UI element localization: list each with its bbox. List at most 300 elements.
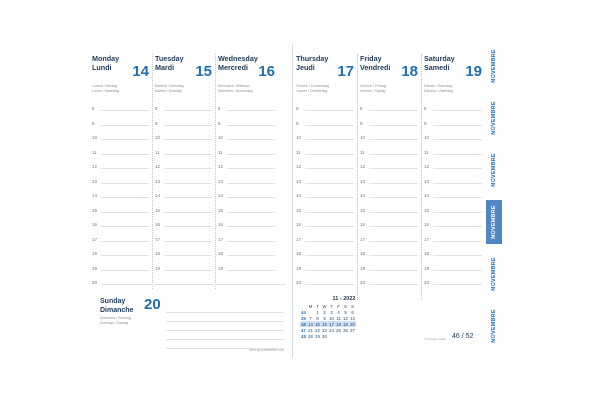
mini-calendar-day[interactable]: 4 xyxy=(337,309,340,315)
writing-line xyxy=(369,197,418,198)
writing-line xyxy=(305,125,354,126)
writing-line xyxy=(433,110,482,111)
hour-row-13[interactable] xyxy=(155,178,214,184)
hour-row-19[interactable] xyxy=(155,265,214,271)
hour-label: 13 xyxy=(218,178,224,184)
week-number: 44 xyxy=(301,309,306,315)
hour-row-12[interactable] xyxy=(155,164,214,169)
publisher-website: www.quovadisoffice.com xyxy=(249,348,284,352)
hour-row-11[interactable] xyxy=(360,149,420,155)
hour-label: 8 xyxy=(296,106,299,111)
hour-row-16[interactable] xyxy=(92,222,151,227)
hour-row-20[interactable] xyxy=(424,280,484,285)
hour-label: 8 xyxy=(360,106,363,111)
day-header xyxy=(92,54,151,93)
hour-label: 16 xyxy=(92,222,98,227)
mini-calendar-day[interactable] xyxy=(335,333,342,339)
day-name-en: Friday xyxy=(360,54,382,63)
month-tab-label: NOVEMBRE xyxy=(491,49,497,83)
hour-label: 9 xyxy=(360,120,363,126)
month-tab[interactable] xyxy=(486,44,502,88)
writing-line xyxy=(369,183,418,184)
hour-label: 8 xyxy=(155,106,158,111)
weekday-header: S xyxy=(344,303,347,309)
hour-row-16[interactable] xyxy=(360,222,420,227)
writing-line xyxy=(433,226,482,227)
writing-line xyxy=(305,241,354,242)
day-translation: Martes / Dinsdag xyxy=(155,88,182,93)
mini-calendar-day[interactable]: 29 xyxy=(315,333,320,339)
hour-label: 11 xyxy=(218,149,223,155)
hour-row-9[interactable] xyxy=(360,120,420,126)
hour-row-16[interactable] xyxy=(424,222,484,227)
mini-calendar-day[interactable]: 28 xyxy=(308,333,313,339)
hour-label: 19 xyxy=(155,265,161,271)
hour-label: 13 xyxy=(92,178,98,184)
hour-label: 20 xyxy=(92,280,98,285)
hour-label: 14 xyxy=(218,193,224,198)
hour-row-13[interactable] xyxy=(296,178,356,184)
hour-row-18[interactable] xyxy=(424,251,484,256)
hour-row-8[interactable] xyxy=(218,106,277,111)
writing-line xyxy=(369,212,418,213)
hour-row-10[interactable] xyxy=(155,135,214,140)
mini-calendar-day[interactable]: 30 xyxy=(322,333,327,339)
hour-row-10[interactable] xyxy=(92,135,151,140)
hour-row-12[interactable] xyxy=(360,164,420,169)
column-divider xyxy=(421,54,422,300)
writing-line xyxy=(433,168,482,169)
writing-line xyxy=(164,154,212,155)
day-translations xyxy=(296,84,329,93)
weekday-header: T xyxy=(330,303,333,309)
hour-row-18[interactable] xyxy=(155,251,214,256)
writing-line xyxy=(433,255,482,256)
weekday-header: W xyxy=(322,303,327,309)
hour-label: 12 xyxy=(155,164,161,169)
writing-line xyxy=(227,139,275,140)
hour-row-10[interactable] xyxy=(360,135,420,140)
writing-line xyxy=(305,270,354,271)
hour-row-17[interactable] xyxy=(360,236,420,242)
hour-label: 16 xyxy=(424,222,430,227)
mini-calendar-day[interactable]: 17 xyxy=(329,321,334,327)
hour-row-15[interactable] xyxy=(360,207,420,213)
hour-row-11[interactable] xyxy=(92,149,151,155)
hour-row-11[interactable] xyxy=(296,149,356,155)
hour-row-17[interactable] xyxy=(155,236,214,242)
writing-line xyxy=(164,226,212,227)
hour-label: 9 xyxy=(218,120,221,126)
day-number: 14 xyxy=(132,63,149,80)
mini-calendar-day[interactable]: 2 xyxy=(323,309,326,315)
writing-line xyxy=(433,284,482,285)
mini-calendar-day[interactable]: 9 xyxy=(323,315,326,321)
sunday-name-fr: Dimanche xyxy=(100,306,134,314)
month-tab-label: NOVEMBRE xyxy=(491,205,497,239)
writing-line xyxy=(433,270,482,271)
hour-label: 12 xyxy=(218,164,224,169)
hour-label: 20 xyxy=(424,280,430,285)
hour-row-16[interactable] xyxy=(296,222,356,227)
writing-line xyxy=(164,139,212,140)
writing-line xyxy=(369,139,418,140)
writing-line xyxy=(164,125,212,126)
hour-label: 15 xyxy=(360,207,366,213)
writing-line xyxy=(369,125,418,126)
hour-row-19[interactable] xyxy=(296,265,356,271)
hour-row-14[interactable] xyxy=(218,193,277,198)
writing-line xyxy=(227,241,275,242)
hour-row-12[interactable] xyxy=(424,164,484,169)
mini-calendar-day[interactable]: 11 xyxy=(336,315,341,321)
hour-row-15[interactable] xyxy=(424,207,484,213)
mini-calendar-day[interactable]: 8 xyxy=(316,315,319,321)
writing-line xyxy=(101,226,149,227)
hour-label: 17 xyxy=(155,236,161,242)
writing-line xyxy=(433,197,482,198)
writing-line xyxy=(433,139,482,140)
mini-calendar-day[interactable]: 23 xyxy=(322,327,327,333)
writing-line xyxy=(164,270,212,271)
hour-label: 17 xyxy=(360,236,366,242)
hour-row-10[interactable] xyxy=(424,135,484,140)
hour-row-12[interactable] xyxy=(92,164,151,169)
hour-label: 8 xyxy=(92,106,95,111)
hour-row-13[interactable] xyxy=(424,178,484,184)
hour-label: 20 xyxy=(360,280,366,285)
writing-line xyxy=(166,304,284,313)
hour-label: 13 xyxy=(155,178,161,184)
hour-label: 13 xyxy=(424,178,430,184)
hour-row-19[interactable] xyxy=(218,265,277,271)
hour-label: 8 xyxy=(424,106,427,111)
writing-line xyxy=(369,241,418,242)
hour-row-18[interactable] xyxy=(218,251,277,256)
writing-line xyxy=(164,255,212,256)
day-name-fr: Lundi xyxy=(92,63,112,72)
mini-calendar-day[interactable]: 16 xyxy=(322,321,327,327)
day-header xyxy=(360,54,420,93)
hour-row-12[interactable] xyxy=(296,164,356,169)
writing-line xyxy=(101,110,149,111)
mini-calendar-day[interactable]: 1 xyxy=(316,309,319,315)
writing-line xyxy=(369,168,418,169)
copyright-note: © Pal Quo-vadis xyxy=(424,337,446,341)
hour-label: 20 xyxy=(296,280,302,285)
mini-calendar-day[interactable]: 21 xyxy=(308,327,313,333)
mini-calendar-day[interactable]: 10 xyxy=(329,315,334,321)
mini-calendar-day[interactable] xyxy=(349,333,356,339)
mini-calendar-day[interactable]: 6 xyxy=(351,309,354,315)
day-number: 16 xyxy=(258,63,275,80)
mini-calendar-day[interactable]: 3 xyxy=(330,309,333,315)
day-translations xyxy=(92,84,119,93)
hour-row-16[interactable] xyxy=(218,222,277,227)
writing-line xyxy=(164,212,212,213)
hour-label: 9 xyxy=(92,120,95,126)
writing-line xyxy=(369,284,418,285)
hour-row-8[interactable] xyxy=(424,106,484,111)
hour-label: 17 xyxy=(296,236,302,242)
writing-line xyxy=(227,125,275,126)
day-name-fr: Jeudi xyxy=(296,63,315,72)
hour-label: 12 xyxy=(360,164,366,169)
day-number: 19 xyxy=(465,63,482,80)
hour-row-14[interactable] xyxy=(296,193,356,198)
hour-label: 11 xyxy=(424,149,429,155)
writing-line xyxy=(369,226,418,227)
month-tab-label: NOVEMBRE xyxy=(491,309,497,343)
mini-calendar-day[interactable]: 20 xyxy=(350,321,355,327)
writing-line xyxy=(433,125,482,126)
mini-calendar-day[interactable]: 15 xyxy=(315,321,320,327)
hour-row-14[interactable] xyxy=(424,193,484,198)
hour-row-9[interactable] xyxy=(424,120,484,126)
column-divider xyxy=(215,54,216,289)
writing-line xyxy=(101,154,149,155)
week-number-badge xyxy=(452,333,473,340)
hour-row-9[interactable] xyxy=(218,120,277,126)
writing-line xyxy=(305,226,354,227)
day-column-saturday xyxy=(424,44,484,358)
day-translation: Mercoledì / Mittwoch xyxy=(218,84,251,88)
mini-calendar-title: 11 - 2022 xyxy=(332,296,356,302)
writing-line xyxy=(305,212,354,213)
day-name-en: Saturday xyxy=(424,54,455,63)
mini-calendar-day[interactable]: 14 xyxy=(308,321,313,327)
hour-row-19[interactable] xyxy=(424,265,484,271)
hour-row-14[interactable] xyxy=(360,193,420,198)
writing-line xyxy=(305,197,354,198)
hour-label: 18 xyxy=(424,251,430,256)
writing-line xyxy=(164,110,212,111)
weekday-header: T xyxy=(316,303,319,309)
writing-line xyxy=(101,212,149,213)
hour-row-11[interactable] xyxy=(424,149,484,155)
sunday-block xyxy=(92,296,288,356)
hour-row-9[interactable] xyxy=(296,120,356,126)
hour-label: 18 xyxy=(218,251,224,256)
hour-label: 14 xyxy=(155,193,161,198)
mini-calendar-day[interactable]: 26 xyxy=(343,327,348,333)
day-translation: Lunes / Maandag xyxy=(92,88,120,93)
day-name-fr: Vendredi xyxy=(360,63,391,72)
sunday-writing-lines[interactable] xyxy=(166,304,284,349)
hour-label: 15 xyxy=(424,207,430,213)
day-number: 17 xyxy=(337,63,354,80)
hour-row-11[interactable] xyxy=(155,149,214,155)
hour-label: 14 xyxy=(296,193,302,198)
day-name-en: Tuesday xyxy=(155,54,184,63)
week-total: 46 / 52 xyxy=(452,333,474,340)
writing-line xyxy=(164,183,212,184)
sunday-number: 20 xyxy=(144,296,161,313)
month-tab[interactable] xyxy=(486,252,502,296)
mini-calendar-day[interactable]: 18 xyxy=(336,321,341,327)
hour-row-8[interactable] xyxy=(92,106,151,111)
writing-line xyxy=(305,255,354,256)
hour-label: 12 xyxy=(296,164,302,169)
hour-label: 10 xyxy=(360,135,366,140)
hour-label: 11 xyxy=(360,149,365,155)
writing-line xyxy=(369,110,418,111)
hour-row-8[interactable] xyxy=(155,106,214,111)
mini-calendar-day[interactable]: 27 xyxy=(350,327,355,333)
hour-row-14[interactable] xyxy=(155,193,214,198)
week-number: 48 xyxy=(301,333,306,339)
mini-calendar-week-row xyxy=(300,333,356,339)
day-translation: Sábado / Zaterdag xyxy=(424,88,453,93)
hour-row-18[interactable] xyxy=(92,251,151,256)
mini-calendar-day[interactable]: 19 xyxy=(343,321,348,327)
hour-label: 19 xyxy=(424,265,430,271)
hour-label: 14 xyxy=(92,193,98,198)
writing-line xyxy=(101,255,149,256)
day-number: 15 xyxy=(195,63,212,80)
writing-line xyxy=(166,313,284,322)
hour-label: 14 xyxy=(360,193,366,198)
writing-line xyxy=(305,183,354,184)
mini-calendar-day[interactable]: 25 xyxy=(336,327,341,333)
day-translation: Miércoles / Woensdag xyxy=(218,88,253,93)
day-translation: Giovedì / Donnerstag xyxy=(296,84,330,88)
writing-line xyxy=(305,154,354,155)
sunday-name xyxy=(100,298,133,315)
month-tab[interactable] xyxy=(486,148,502,192)
hour-row-11[interactable] xyxy=(218,149,277,155)
hour-row-12[interactable] xyxy=(218,164,277,169)
left-page xyxy=(92,44,288,358)
hour-row-18[interactable] xyxy=(360,251,420,256)
hour-label: 8 xyxy=(218,106,221,111)
hour-label: 10 xyxy=(155,135,161,140)
writing-line xyxy=(227,183,275,184)
hour-row-15[interactable] xyxy=(155,207,214,213)
hour-row-15[interactable] xyxy=(296,207,356,213)
writing-line xyxy=(305,110,354,111)
writing-line xyxy=(227,255,275,256)
hour-label: 15 xyxy=(155,207,161,213)
mini-calendar-day[interactable]: 13 xyxy=(350,315,355,321)
hour-label: 10 xyxy=(92,135,98,140)
hour-label: 18 xyxy=(92,251,98,256)
hour-label: 18 xyxy=(155,251,161,256)
day-header xyxy=(424,54,484,93)
writing-line xyxy=(227,197,275,198)
hour-label: 13 xyxy=(360,178,366,184)
hour-row-15[interactable] xyxy=(218,207,277,213)
month-tab[interactable] xyxy=(486,304,502,348)
hour-row-16[interactable] xyxy=(155,222,214,227)
writing-line xyxy=(433,241,482,242)
weekday-header: M xyxy=(308,303,313,309)
hour-row-19[interactable] xyxy=(360,265,420,271)
day-name-en: Wednesday xyxy=(218,54,258,63)
month-tab[interactable] xyxy=(486,200,502,244)
hour-row-10[interactable] xyxy=(218,135,277,140)
hour-label: 18 xyxy=(296,251,302,256)
sunday-translations xyxy=(100,316,131,325)
hour-label: 9 xyxy=(296,120,299,126)
writing-line xyxy=(101,197,149,198)
writing-line xyxy=(101,183,149,184)
month-tab-label: NOVEMBRE xyxy=(491,257,497,291)
month-tab[interactable] xyxy=(486,96,502,140)
hour-row-20[interactable] xyxy=(296,280,356,285)
day-header xyxy=(218,54,277,93)
writing-line xyxy=(101,139,149,140)
writing-line xyxy=(305,284,354,285)
day-translation: Jueves / Donderdag xyxy=(296,88,328,93)
mini-calendar-day[interactable]: 12 xyxy=(343,315,348,321)
week-number: 46 xyxy=(301,321,306,327)
day-translation: Sabato / Samstag xyxy=(424,84,452,88)
hour-row-13[interactable] xyxy=(360,178,420,184)
hour-row-19[interactable] xyxy=(92,265,151,271)
hour-row-10[interactable] xyxy=(296,135,356,140)
hour-row-18[interactable] xyxy=(296,251,356,256)
mini-calendar-day[interactable]: 5 xyxy=(344,309,347,315)
day-name-fr: Mercredi xyxy=(218,63,248,72)
hour-row-17[interactable] xyxy=(218,236,277,242)
writing-line xyxy=(227,270,275,271)
writing-line xyxy=(227,212,275,213)
hour-row-17[interactable] xyxy=(92,236,151,242)
mini-calendar-day[interactable]: 7 xyxy=(309,315,312,321)
day-name-en: Thursday xyxy=(296,54,329,63)
hour-row-14[interactable] xyxy=(92,193,151,198)
month-tabs xyxy=(486,44,502,358)
writing-line xyxy=(164,168,212,169)
writing-line xyxy=(101,270,149,271)
hour-row-8[interactable] xyxy=(296,106,356,111)
month-tab-label: NOVEMBRE xyxy=(491,101,497,135)
week-number: 47 xyxy=(301,327,306,333)
hour-row-13[interactable] xyxy=(218,178,277,184)
hour-label: 17 xyxy=(92,236,98,242)
hour-row-13[interactable] xyxy=(92,178,151,184)
writing-line xyxy=(227,154,275,155)
hour-label: 9 xyxy=(424,120,427,126)
hour-row-20[interactable] xyxy=(360,280,420,285)
weekday-header: S xyxy=(351,303,354,309)
hour-row-9[interactable] xyxy=(92,120,151,126)
hour-row-17[interactable] xyxy=(424,236,484,242)
day-name-en: Monday xyxy=(92,54,120,63)
day-number: 18 xyxy=(401,63,418,80)
mini-calendar-day[interactable] xyxy=(328,333,335,339)
mini-calendar xyxy=(300,296,382,339)
mini-calendar-day[interactable]: 22 xyxy=(315,327,320,333)
hour-label: 19 xyxy=(360,265,366,271)
hour-row-15[interactable] xyxy=(92,207,151,213)
hour-label: 12 xyxy=(424,164,430,169)
hour-row-20[interactable] xyxy=(92,280,288,285)
day-header xyxy=(155,54,214,93)
hour-label: 19 xyxy=(218,265,224,271)
hour-row-9[interactable] xyxy=(155,120,214,126)
hour-row-8[interactable] xyxy=(360,106,420,111)
hour-row-17[interactable] xyxy=(296,236,356,242)
writing-line xyxy=(433,154,482,155)
mini-calendar-day[interactable] xyxy=(342,333,349,339)
day-header xyxy=(296,54,356,93)
writing-line xyxy=(369,154,418,155)
mini-calendar-day[interactable]: 24 xyxy=(329,327,334,333)
hour-label: 11 xyxy=(155,149,160,155)
day-translation: Lunedì / Montag xyxy=(92,84,118,88)
